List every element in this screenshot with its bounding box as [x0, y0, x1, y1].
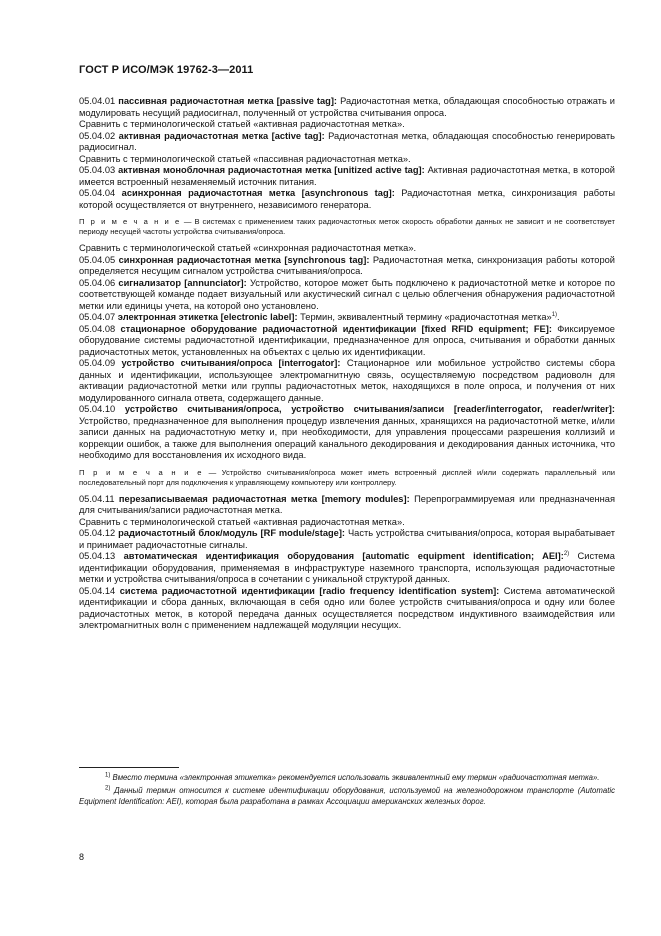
footnote [79, 772, 615, 783]
footnote-text: Вместо термина «электронная этикетка» рекомендуется использовать эквивалентный ему термин «радиочастотная метка». [112, 773, 600, 782]
main-content [79, 96, 615, 632]
term-entry-05-04-13 [79, 551, 615, 586]
entry-definition: Радиочастотная метка, синхронизация работы которой осуществляется от внутреннего, независимого генератора. [79, 188, 615, 210]
cross-reference: Сравнить с терминологической статьей «пассивная радиочастотная метка». [79, 153, 411, 164]
entry-term: асинхронная радиочастотная метка [asynchronous tag]: [121, 188, 395, 198]
note-label: П р и м е ч а н и е [79, 467, 204, 477]
term-entry-05-04-11 [79, 494, 615, 517]
entry-term: устройство считывания/опроса [interrogator]: [121, 358, 341, 368]
entry-number: 05.04.04 [79, 188, 116, 198]
page-number: 8 [79, 852, 85, 862]
entry-term: сигнализатор [annunciator]: [118, 277, 247, 288]
term-entry-05-04-05 [79, 255, 615, 278]
footnote-ref: 1) [551, 311, 558, 318]
entry-term: активная радиочастотная метка [active tag]: [118, 130, 325, 141]
entry-tail: . [557, 312, 560, 322]
entry-number: 05.04.02 [79, 130, 116, 141]
entry-number: 05.04.08 [79, 323, 116, 334]
entry-definition: Устройство, предназначенное для выполнения процедур извлечения данных, хранящихся на радиочастотной метке, и/или записи данных на радиочастотную метку и, при необходимости, для управления процессами разрешения коллизий и коррекции ошибок, а также для выполнения операций канального декодирования и декодирования данных источника, что необходимо для восстановления их исходного вида. [79, 415, 615, 460]
term-entry-05-04-07 [79, 312, 615, 324]
entry-definition: Радиочастотная метка, обладающая способностью генерировать радиосигнал. [79, 130, 615, 152]
entry-term: перезаписываемая радиочастотная метка [memory modules]: [118, 493, 410, 504]
entry-number: 05.04.09 [79, 358, 116, 368]
entry-definition: Система идентификации оборудования, применяемая в инфраструктуре наземного транспорта, использующая радиочастотные метки и устройства считывания/опроса в сочетании с уникальной структурой данных. [79, 551, 615, 584]
entry-definition: Перепрограммируемая или предназначенная для считывания/записи радиочастотная метка. [79, 493, 615, 515]
footnote-divider [79, 767, 179, 768]
entry-number: 05.04.03 [79, 165, 116, 175]
footnotes [79, 772, 615, 809]
entry-term: система радиочастотной идентификации [radio frequency identification system]: [119, 585, 500, 596]
footnote-mark: 2) [105, 785, 111, 792]
note [79, 468, 615, 488]
term-entry-05-04-06 [79, 278, 615, 313]
term-entry-05-04-14 [79, 586, 615, 632]
entry-number: 05.04.05 [79, 254, 116, 265]
entry-definition: Часть устройства считывания/опроса, которая вырабатывает и принимает радиочастотные сигналы. [79, 528, 615, 550]
note-text: — В системах с применением таких радиочастотных меток скорость обработки данных не зависит и не соответствует периоду несущей частоты устройства считывания/опроса. [79, 217, 616, 236]
term-entry-05-04-02 [79, 131, 615, 154]
entry-definition: Радиочастотная метка, обладающая способностью отражать и модулировать несущий радиосигнал, полученный от устройства считывания опроса. [79, 96, 615, 118]
document-header: ГОСТ Р ИСО/МЭК 19762-3—2011 [79, 64, 254, 76]
term-entry-05-04-08 [79, 324, 615, 359]
entry-definition: Фиксируемое оборудование системы радиочастотной идентификации, предназначенное для опроса, считывания и обработки данных радиочастотных меток, установленных на объектах с целью их идентификации. [79, 323, 615, 357]
entry-number: 05.04.13 [79, 551, 116, 561]
note-label: П р и м е ч а н и е [79, 217, 181, 226]
footnote [79, 785, 615, 807]
entry-number: 05.04.01 [79, 96, 116, 106]
term-entry-05-04-12 [79, 528, 615, 551]
entry-term: электронная этикетка [electronic label]: [117, 312, 298, 322]
cross-reference: Сравнить с терминологической статьей «активная радиочастотная метка». [79, 119, 405, 129]
entry-number: 05.04.11 [79, 493, 115, 504]
entry-definition: Активная радиочастотная метка, в которой имеется встроенный незаменяемый источник питания. [79, 165, 615, 187]
entry-number: 05.04.14 [79, 585, 116, 596]
footnote-mark: 1) [105, 772, 111, 779]
note [79, 217, 615, 237]
cross-reference: Сравнить с терминологической статьей «активная радиочастотная метка». [79, 516, 405, 527]
term-entry-05-04-01 [79, 96, 615, 119]
term-entry-05-04-09 [79, 358, 615, 404]
entry-term: радиочастотный блок/модуль [RF module/stage]: [118, 528, 346, 538]
entry-number: 05.04.12 [79, 528, 116, 538]
entry-term: пассивная радиочастотная метка [passive tag]: [118, 96, 338, 106]
entry-number: 05.04.10 [79, 404, 116, 414]
entry-number: 05.04.06 [79, 277, 116, 288]
entry-term: синхронная радиочастотная метка [synchronous tag]: [118, 254, 370, 265]
entry-term: стационарное оборудование радиочастотной идентификации [fixed RFID equipment; FE]: [120, 323, 552, 334]
entry-definition: Стационарное или мобильное устройство системы сбора данных и идентификации, использующее электромагнитную связь, осуществляемую посредством радиоволн для активации радиочастотной метки или группы радиочастотных меток, находящихся в поле опроса, и получения от них модулированного сигнала ответа, содержащего данные. [79, 358, 615, 403]
term-entry-05-04-03 [79, 165, 615, 188]
note-text: — Устройство считывания/опроса может иметь встроенный дисплей и/или содержать параллельный или последовательный порт для подключения к управляющему компьютеру или контроллеру. [79, 467, 616, 487]
term-entry-05-04-10 [79, 404, 615, 462]
entry-definition: Устройство, которое может быть подключено к радиочастотной метке и которое по соответствующей команде подает визуальный или акустический сигнал с целью облегчения обнаружения радиочастотной метки или единицы учета, на которой оно установлено. [79, 277, 615, 311]
entry-term: устройство считывания/опроса, устройство считывания/записи [reader/interrogator, reader/writer]: [124, 404, 615, 414]
footnote-text: Данный термин относится к системе идентификации оборудования, используемой на железнодорожном транспорте (Automatic Equipment Identification: AEI), которая была разработана в рамках Ассоциации американских железных дорог. [79, 786, 616, 806]
entry-term: активная моноблочная радиочастотная метка [unitized active tag]: [118, 165, 425, 175]
entry-definition: Радиочастотная метка, синхронизация работы которой определяется несущим сигналом устройства считывания/опроса. [79, 254, 615, 276]
entry-number: 05.04.07 [79, 312, 116, 322]
entry-definition: Термин, эквивалентный термину «радиочастотная метка» [300, 312, 552, 322]
footnote-ref: 2) [563, 550, 570, 557]
entry-term: автоматическая идентификация оборудования [automatic equipment identification; AEI]: [123, 551, 564, 561]
entry-definition: Система автоматической идентификации и сбора данных, включающая в себя одно или более устройств считывания/опроса и одну или более радиочастотных меток, в которой передача данных осуществляется посредством индуктивного взаимодействия или электромагнитных волн с применением надлежащей модуляции несущих. [79, 585, 615, 630]
term-entry-05-04-04 [79, 188, 615, 211]
cross-reference: Сравнить с терминологической статьей «синхронная радиочастотная метка». [79, 243, 417, 253]
